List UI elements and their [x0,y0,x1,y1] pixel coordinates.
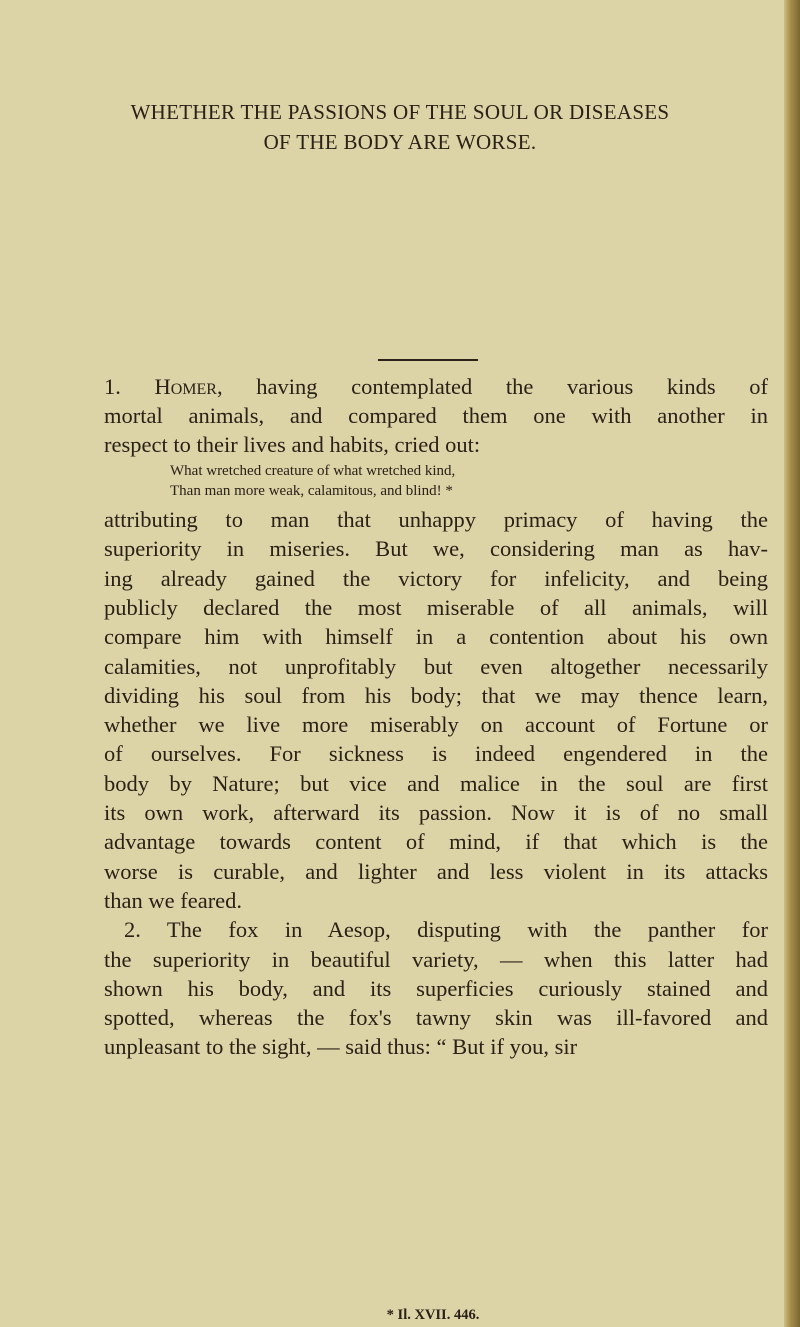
paragraph-line: shown his body, and its superficies curiously stained and [104,975,768,1001]
paragraph-line: whether we live more miserably on account of Fortune or [104,712,768,738]
paragraph-line: superiority in miseries. But we, considering man as hav- [104,536,768,562]
paragraph-line: advantage towards content of mind, if that which is the [104,829,768,855]
paragraph-line: than we feared. [104,887,243,913]
paragraph-line: spotted, whereas the fox's tawny skin was ill-favored and [104,1005,768,1031]
paragraph-line: ing already gained the victory for infelicity, and being [104,565,768,591]
paragraph-line: attributing to man that unhappy primacy of having the [104,507,768,532]
paragraph-line: 2. The fox in Aesop, disputing with the panther for [124,917,768,943]
paragraph-line: calamities, not unprofitably but even altogether necessarily [104,653,768,679]
section-number: 1. [104,374,121,399]
paragraph-line: its own work, afterward its passion. Now it is of no small [104,800,768,825]
footnote: * Il. XVII. 446. [386,1307,480,1323]
paragraph-line: the superiority in beautiful variety, — when this latter had [104,946,768,972]
paragraph-line: publicly declared the most miserable of all animals, will [104,594,768,620]
paragraph-line: body by Nature; but vice and malice in the soul are first [104,770,768,796]
paragraph-line: respect to their lives and habits, cried out: [104,432,481,457]
paragraph-line: unpleasant to the sight, — said thus: “ But if you, sir [104,1034,578,1060]
verse-quote-line: Than man more weak, calamitous, and blind! * [170,483,453,499]
paragraph-line [104,372,768,401]
paragraph-line: dividing his soul from his body; that we may thence learn, [104,682,768,708]
book-binding-edge [784,0,800,1327]
paragraph-line: compare him with himself in a contention about his own [104,624,768,650]
chapter-title-line-2: OF THE BODY ARE WORSE. [263,130,537,154]
title-divider [378,359,478,361]
line-text: , having contemplated the various kinds of [216,374,768,399]
verse-quote-line: What wretched creature of what wretched kind, [170,463,456,479]
author-name: Homer [154,374,217,399]
chapter-title-line-1: WHETHER THE PASSIONS OF THE SOUL OR DISEASES [130,100,670,124]
paragraph-line: worse is curable, and lighter and less violent in its attacks [104,858,768,884]
paragraph-line: mortal animals, and compared them one with another in [104,403,768,428]
paragraph-line: of ourselves. For sickness is indeed engendered in the [104,741,768,767]
